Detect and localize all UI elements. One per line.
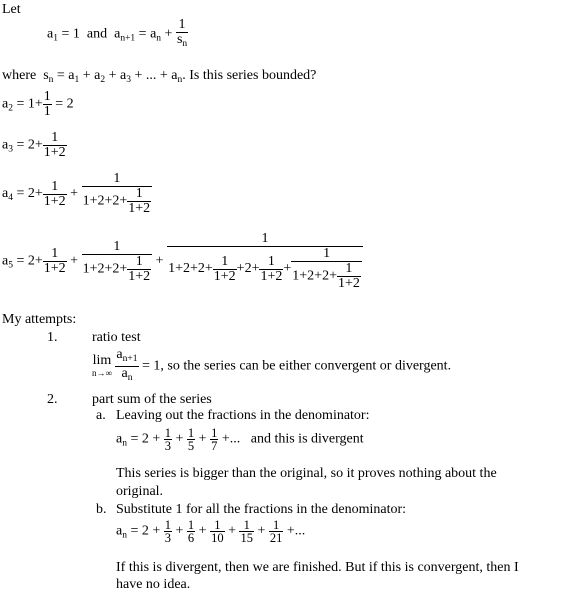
- question-text: . Is this series bounded?: [182, 68, 317, 83]
- a4-formula: $a_4 = 2+$ $\frac{1}{1+2}$ + 1 1+2+2+ $\frac{1}{1+2}$: [2, 171, 151, 216]
- attempts-heading: My attempts:: [2, 312, 77, 327]
- divergent-note: and this is divergent: [250, 431, 364, 447]
- subitem-b-comment-1: If this is divergent, then we are finished. But if this is convergent, then I: [116, 560, 519, 575]
- subitem-a-comment-1: This series is bigger than the original, so it proves nothing about the: [116, 466, 497, 481]
- where-line: where $s_n = a_1 + a_2 + a_3$ + ... + $a_n$. Is this series bounded?: [2, 68, 317, 85]
- a3-formula: $a_3 = 2+$ $\frac{1}{1+2}$: [2, 130, 66, 160]
- subitem-b-title: Substitute 1 for all the fractions in the denominator:: [116, 502, 407, 517]
- definition-formula: $a_1 = 1$ and $a_{n+1} = a_n$ + $\frac{1}{s_n}$: [47, 17, 188, 49]
- subitem-a-letter: a.: [96, 408, 106, 423]
- item-2-number: 2.: [47, 392, 58, 407]
- item-2-title: part sum of the series: [92, 392, 212, 407]
- item-1-title: ratio test: [92, 330, 141, 345]
- subitem-b-letter: b.: [96, 502, 107, 517]
- let-word: Let: [2, 2, 21, 17]
- a2-formula: $a_2 = 1+$ $\frac{1}{1}$ = 2: [2, 89, 74, 119]
- and-word: and: [86, 26, 108, 42]
- subitem-a-comment-2: original.: [116, 484, 164, 499]
- ratio-comment: , so the series can be either convergent or divergent.: [160, 358, 452, 374]
- where-word: where: [2, 68, 37, 83]
- fraction-1-over-sn: $\frac{1}{s_n}$: [176, 17, 188, 49]
- subitem-a-title: Leaving out the fractions in the denominator:: [116, 408, 370, 423]
- a5-formula: $a_5 = 2+$ $\frac{1}{1+2}$ + 1 1+2+2+ $\frac{1}{1+2}$ + 1 1+2+2+ $\frac{1}{1+2}$ +2+ $\frac{1}{1+2}$ + 1 1+2+2+ $\frac{1}{1+2}$: [2, 232, 363, 291]
- limit-formula: lim n→∞ $\frac{a_{n+1}}{a_n}$ = 1, so the series can be either convergent or divergent.: [92, 347, 452, 383]
- item-1-number: 1.: [47, 330, 58, 345]
- subitem-b-comment-2: have no idea.: [116, 577, 191, 592]
- series-a-formula: $a_n = 2$ + $\frac{1}{3}$ + $\frac{1}{5}$ + $\frac{1}{7}$ +... and this is divergent: [116, 426, 364, 453]
- series-b-formula: $a_n = 2$ + $\frac{1}{3}$ + $\frac{1}{6}$ + $\frac{1}{10}$ + $\frac{1}{15}$ + $\frac{1}{21}$ +...: [116, 518, 306, 545]
